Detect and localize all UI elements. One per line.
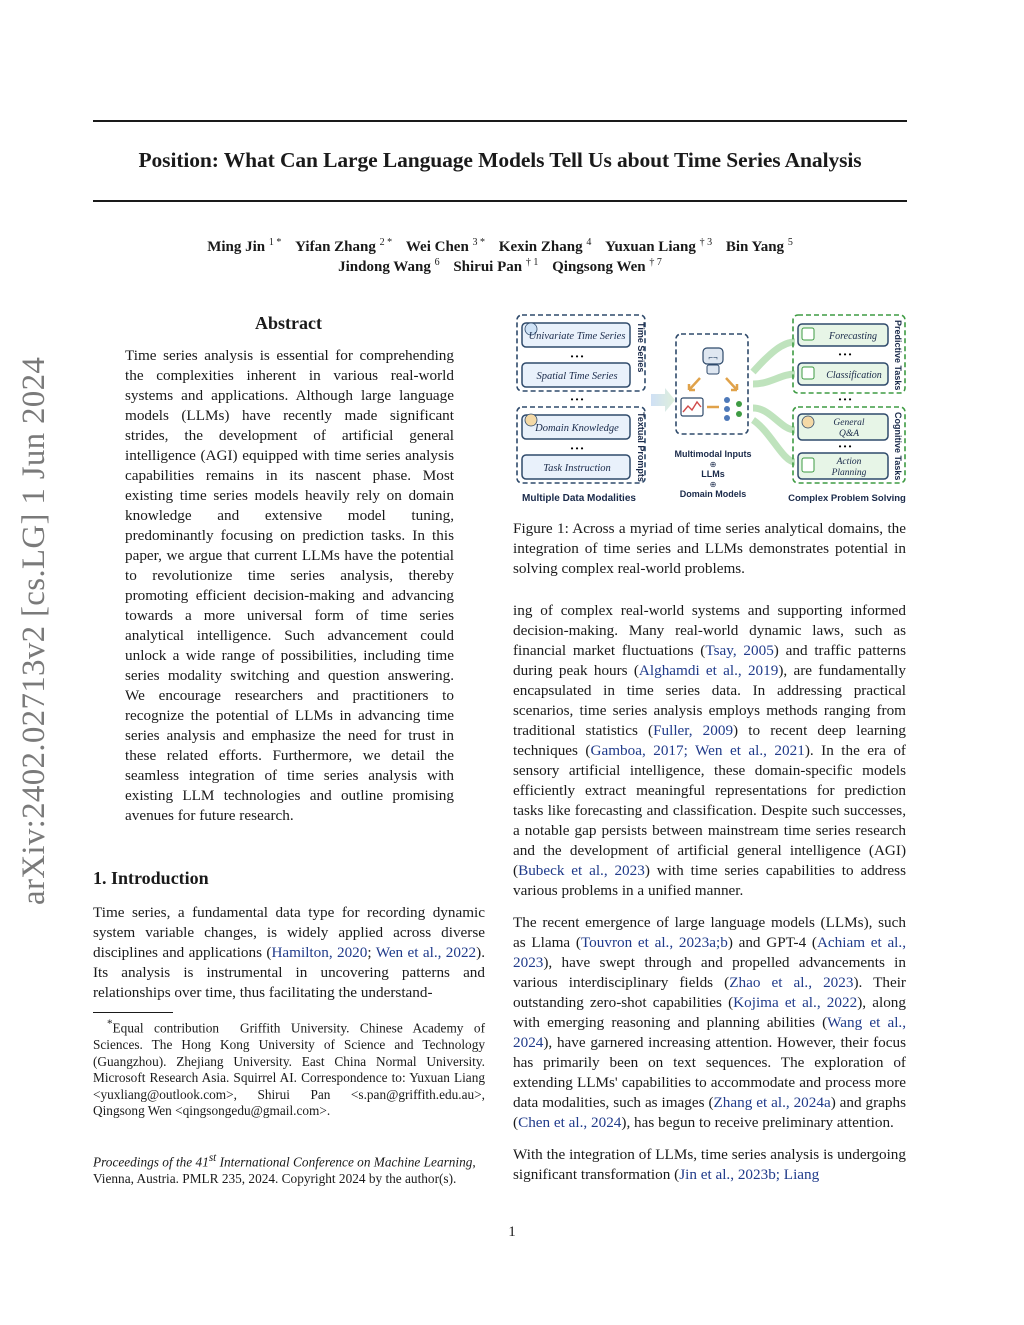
action-planning-label: Planning	[831, 468, 867, 478]
author-line-2	[93, 257, 907, 276]
llms-label: LLMs	[701, 469, 725, 479]
cognitive-tab: Cognitive Tasks	[893, 412, 903, 481]
general-qa-label: General	[833, 418, 865, 428]
title-rule	[93, 200, 907, 202]
author: Qingsong Wen $^{\dagger 7}$	[552, 257, 662, 275]
robot-face: ⌐¬	[708, 353, 718, 362]
spatial-label: Spatial Time Series	[536, 371, 618, 382]
introduction-heading: 1. Introduction	[93, 868, 209, 888]
classification-label: Classification	[826, 370, 882, 381]
multimodal-inputs-label: Multimodal Inputs	[674, 449, 752, 459]
arrow-icon	[726, 378, 737, 390]
citation-link[interactable]: Achiam et al., 2023	[513, 934, 907, 971]
citation-link[interactable]: Wang et al., 2024	[513, 1014, 907, 1051]
footnote-affiliations: Griffith University. Chinese Academy of Sciences. The Hong Kong University of Science and Technology (Guangzhou). Zhejiang University. East China Normal University. Microsoft Research Asia. Squirrel AI.	[93, 1020, 485, 1086]
author: Yuxuan Liang $^{\dagger 3}$	[605, 237, 713, 255]
flow-arrow-mid	[753, 374, 795, 384]
task-instruction-label: Task Instruction	[543, 463, 611, 474]
citation-link[interactable]: Hamilton, 2020	[271, 944, 368, 961]
forecast-icon	[802, 328, 814, 340]
arrow-icon	[689, 378, 700, 390]
dots: • • •	[570, 444, 584, 453]
citation-link[interactable]: Fuller, 2009	[653, 722, 734, 739]
footnote-contribution: Equal contribution	[112, 1020, 220, 1036]
citation-link[interactable]: Zhao et al., 2023	[729, 974, 854, 991]
predictive-tab: Predictive Tasks	[893, 320, 903, 391]
paper-title: Position: What Can Large Language Models Tell Us about Time Series Analysis	[138, 148, 862, 172]
network-icon	[736, 411, 742, 417]
network-icon	[724, 415, 730, 421]
footnote-rule	[93, 1012, 173, 1013]
univariate-label: Univariate Time Series	[528, 331, 626, 342]
robot-body-icon	[707, 365, 719, 374]
proceedings-note: Proceedings of the 41st International Conference on Machine Learning, Vienna, Austria. PMLR 235, 2024. Copyright 2024 by the author(s).	[93, 1152, 476, 1187]
plus-symbol: ⊕	[709, 460, 717, 469]
author: Jindong Wang $^6$	[338, 257, 440, 275]
introduction-paragraph: Time series, a fundamental data type for recording dynamic system variable changes, is widely applied across diverse disciplines and applications (Hamilton, 2020; Wen et al., 2022). Its analysis is instrumental in uncovering patterns and relationships over time, thus facilitating the understand-	[93, 904, 486, 1001]
dots: • • •	[838, 350, 852, 359]
citation-link[interactable]: Wen et al., 2022	[375, 944, 477, 961]
dots: • • •	[838, 395, 852, 404]
author: Bin Yang $^5$	[725, 237, 793, 255]
flow-arrow-left	[651, 388, 675, 412]
textual-prompts-tab: Textual Prompts	[636, 412, 646, 482]
chart-icon	[681, 398, 703, 416]
right-column-text	[513, 601, 906, 1185]
time-series-tab: Time Series	[636, 322, 646, 373]
paragraph: The recent emergence of large language models (LLMs), such as Llama (Touvron et al., 2023a;b) and GPT-4 (Achiam et al., 2023), have swept through and propelled advancements in various interdisciplinary fields (Zhao et al., 2023). Their outstanding zero-shot capabilities (Kojima et al., 2022), along with emerging reasoning and planning abilities (Wang et al., 2024), have garnered increasing attention. However, their focus has primarily been on text sequences. The exploration of extending LLMs' capabilities to accommodate and process more data modalities, such as images (Zhang et al., 2024a) and graphs (Chen et al., 2024), has begun to receive preliminary attention.	[513, 914, 907, 1131]
footnote-correspondence: Correspondence to: Yuxuan Liang <yuxliang@outlook.com>, Shirui Pan <s.pan@griffith.edu.au>, Qingsong Wen <qingsongedu@gmail.com>.	[93, 1070, 485, 1119]
dots: • • •	[838, 442, 852, 451]
figure-diagram	[513, 312, 908, 508]
abstract-heading: Abstract	[255, 313, 322, 333]
action-planning-label: Action	[836, 457, 862, 467]
citation-link[interactable]: Bubeck et al., 2023	[518, 862, 645, 879]
author: Yifan Zhang $^{2 *}$	[295, 237, 393, 255]
network-icon	[736, 401, 742, 407]
citation-link[interactable]: Jin et al., 2023b; Liang	[679, 1166, 820, 1183]
planning-icon	[802, 458, 814, 472]
author: Kexin Zhang $^4$	[498, 237, 592, 255]
citation-link[interactable]: Chen et al., 2024	[518, 1114, 622, 1131]
classify-icon	[802, 367, 814, 379]
dots: • • •	[570, 395, 584, 404]
author-line-1	[93, 237, 907, 256]
citation-link[interactable]: Touvron et al., 2023a;b	[580, 934, 728, 951]
figure-caption: Figure 1: Across a myriad of time series analytical domains, the integration of time series and LLMs demonstrates potential in solving complex real-world problems.	[513, 520, 906, 577]
citation-link[interactable]: Kojima et al., 2022	[733, 994, 858, 1011]
citation-link[interactable]: Tsay, 2005	[705, 642, 774, 659]
forecasting-label: Forecasting	[829, 331, 877, 342]
dots: • • •	[570, 352, 584, 361]
citation-link[interactable]: Alghamdi et al., 2019	[638, 662, 779, 679]
flow-arrow-up	[753, 342, 795, 372]
paragraph: With the integration of LLMs, time series analysis is undergoing significant transformation (Jin et al., 2023b; Liang	[513, 1146, 906, 1183]
general-qa-label: Q&A	[838, 429, 860, 439]
network-icon	[724, 397, 730, 403]
page-number: 1	[508, 1224, 516, 1240]
abstract-text: Time series analysis is essential for comprehending the complexities inherent in various real-world systems and applications. Although large language models (LLMs) have recently made significant strides, the development of artificial general intelligence (AGI) equipped with time series analysis capabilities remains in its nascent phase. Most existing time series models heavily rely on domain knowledge and extensive model tuning, predominantly focusing on prediction tasks. In this paper, we argue that current LLMs have the potential to revolutionize time series analysis, thereby promoting efficient decision-making and advancing towards a more universal form of time series analytical intelligence. Such advancement could unlock a wide range of possibilities, including time series modality switching and question answering. We encourage researchers and practitioners to recognize the potential of LLMs in advancing time series analysis and emphasize the need for trust in these related efforts. Furthermore, we detail the seamless integration of time series analysis with existing LLM technologies and outline promising avenues for future research.	[125, 347, 454, 824]
network-icon	[724, 406, 730, 412]
domain-models-label: Domain Models	[679, 489, 747, 499]
paragraph: ing of complex real-world systems and supporting informed decision-making. Many real-world dynamic laws, such as financial market fluctuations (Tsay, 2005) and traffic patterns during peak hours (Alghamdi et al., 2019), are fundamentally encapsulated in time series data. In addressing practical scenarios, time series analysis employs methods ranging from traditional statistics (Fuller, 2009) to recent deep learning techniques (Gamboa, 2017; Wen et al., 2021). In the era of sensory artificial intelligence, these domain-specific models efficiently extract meaningful representations for prediction tasks like forecasting and classification. Despite such successes, a notable gap persists between mainstream time series research and the development of artificial general intelligence (AGI) (Bubeck et al., 2023) with time series capabilities to address various problems in a unified manner.	[513, 602, 906, 899]
plus-symbol: ⊕	[709, 480, 717, 489]
author: Wei Chen $^{3 *}$	[405, 237, 486, 255]
citation-link[interactable]: Gamboa, 2017; Wen et al., 2021	[590, 742, 805, 759]
citation-link[interactable]: Zhang et al., 2024a	[713, 1094, 831, 1111]
figure-1	[513, 312, 908, 508]
qa-icon	[802, 416, 814, 428]
domain-knowledge-label: Domain Knowledge	[535, 423, 619, 434]
top-rule	[93, 120, 907, 122]
complex-problem-label: Complex Problem Solving	[788, 493, 906, 504]
footnotes: *Equal contribution Griffith University. Chinese Academy of Sciences. The Hong Kong University of Science and Technology (Guangzhou). Zhejiang University. East China Normal University. Microsoft Research Asia. Squirrel AI. Correspondence to: Yuxuan Liang <yuxliang@outlook.com>, Shirui Pan <s.pan@griffith.edu.au>, Qingsong Wen <qingsongedu@gmail.com>.	[93, 1018, 485, 1119]
author: Shirui Pan $^{\dagger 1}$	[453, 257, 539, 275]
author: Ming Jin $^{1 *}$	[207, 237, 282, 255]
multiple-modalities-label: Multiple Data Modalities	[522, 493, 636, 504]
arxiv-watermark: arXiv:2402.02713v2 [cs.LG] 1 Jun 2024	[16, 356, 52, 905]
